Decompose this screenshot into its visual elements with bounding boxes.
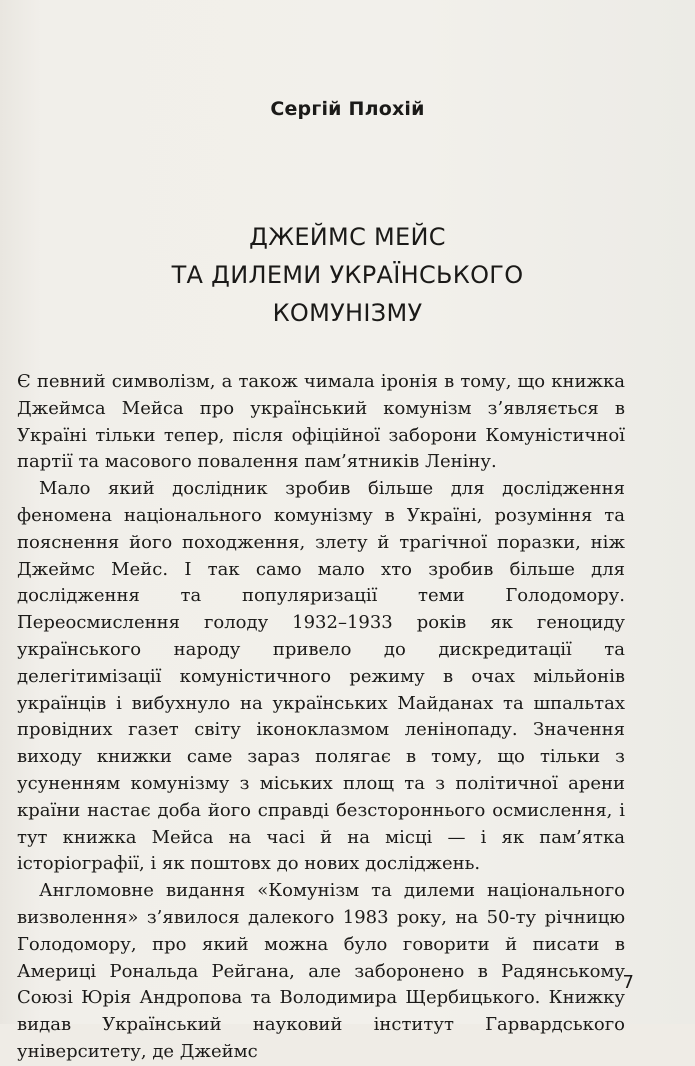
- paragraph: Є певний символізм, а також чимала іронія в тому, що книжка Джеймса Мейса про український комунізм з’являється в Україні тільки тепер, після офіційної заборони Комуністичної партії та масового повалення пам’ятників Леніну.: [17, 371, 625, 473]
- chapter-title: [0, 218, 695, 332]
- chapter-title-line: ДЖЕЙМС МЕЙС: [249, 223, 446, 251]
- body-text: [17, 369, 625, 1066]
- chapter-title-line: КОМУНІЗМУ: [272, 299, 423, 327]
- page-number: 7: [622, 972, 634, 993]
- chapter-author: Сергій Плохій: [270, 98, 425, 120]
- chapter-title-line: ТА ДИЛЕМИ УКРАЇНСЬКОГО: [171, 261, 524, 289]
- paragraph: Англомовне видання «Комунізм та дилеми національного визволення» з’явилося далекого 1983 року, на 50-ту річницю Голодомору, про який можна було говорити й писати в Америці Рональда Рейгана, але заборонено в Радянському Союзі Юрія Андропова та Володимира Щербицького. Книжку видав Український науковий інститут Гарвардського університету, де Джеймс: [17, 880, 625, 1062]
- paragraph: Мало який дослідник зробив більше для дослідження феномена національного комунізму в Україні, розуміння та пояснення його походження, злету й трагічної поразки, ніж Джеймс Мейс. І так само мало хто зробив більше для дослідження та популяризації теми Голодомору. Переосмислення голоду 1932–1933 років як геноциду українського народу привело до дискредитації та делегітимізації комуністичного режиму в очах мільйонів українців і вибухнуло на українських Майданах та шпальтах провідних газет світу іконоклазмом ленінопаду. Значення виходу книжки саме зараз полягає в тому, що тільки з усуненням комунізму з міських площ та з політичної арени країни настає доба його справді безстороннього осмислення, і тут книжка Мейса на часі й на місці — і як пам’ятка історіографії, і як поштовх до нових досліджень.: [17, 478, 625, 875]
